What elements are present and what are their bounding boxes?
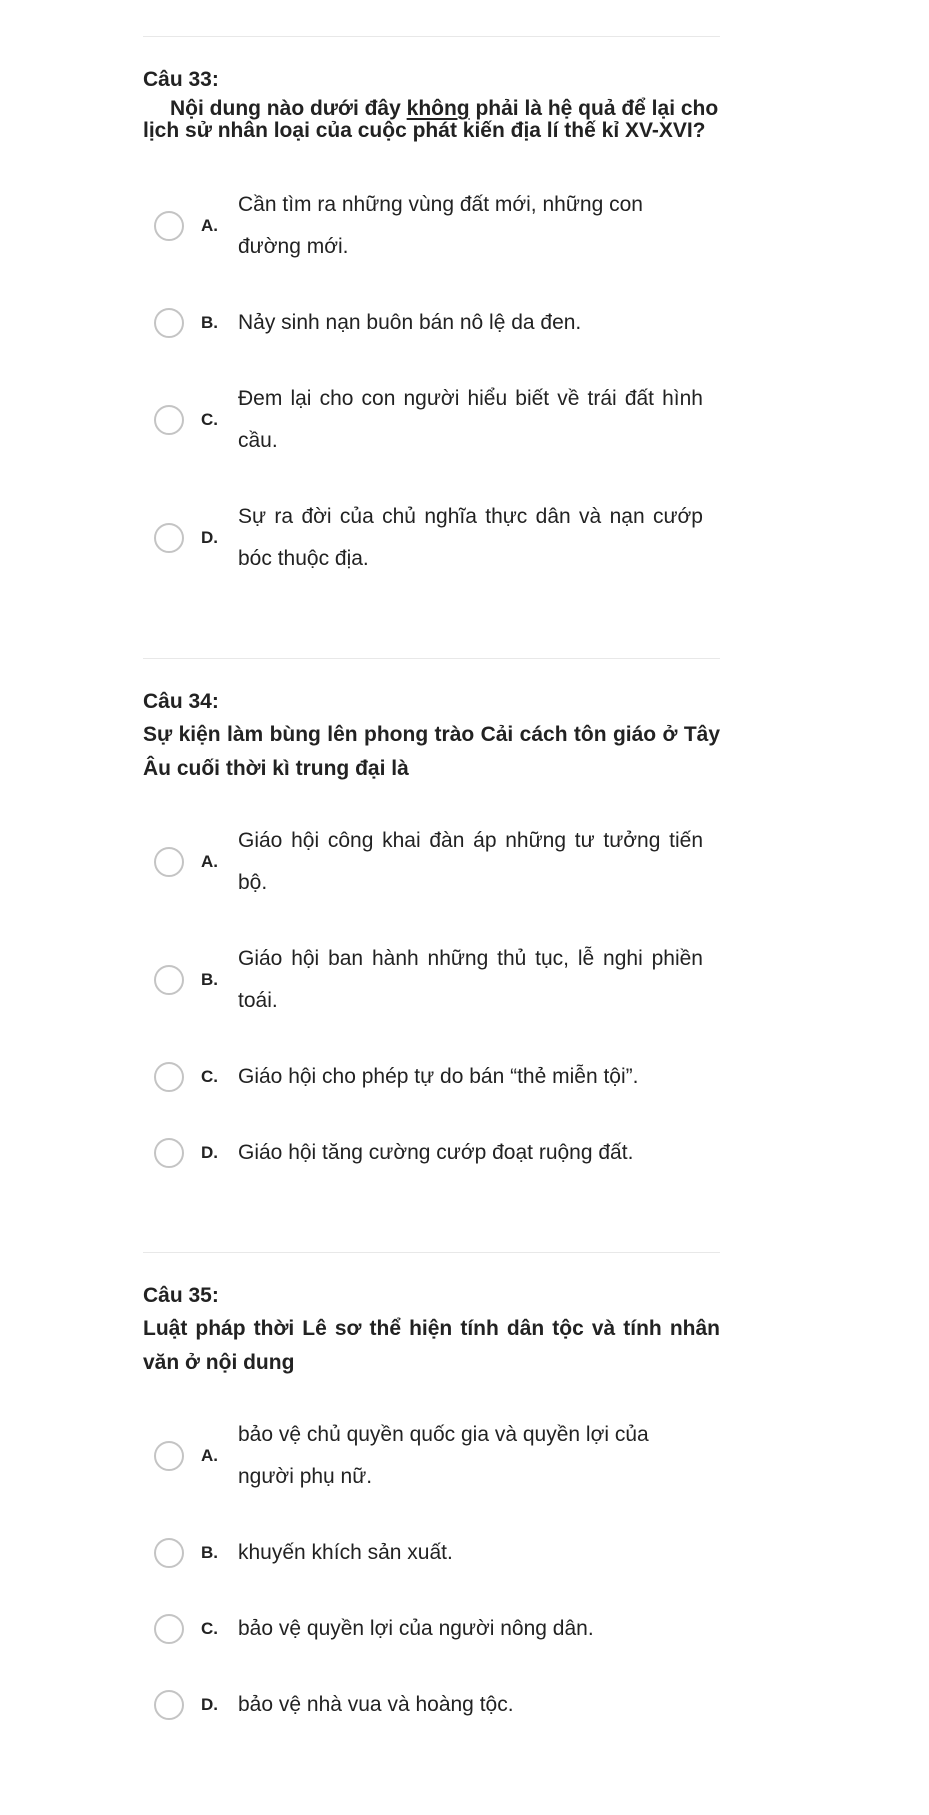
prompt-text: Nội dung nào dưới đây bbox=[170, 97, 407, 120]
option-text: bảo vệ nhà vua và hoàng tộc. bbox=[238, 1693, 514, 1716]
radio-button[interactable] bbox=[154, 1538, 184, 1568]
radio-button[interactable] bbox=[154, 1614, 184, 1644]
option-d[interactable] bbox=[143, 1684, 720, 1726]
radio-button[interactable] bbox=[154, 965, 184, 995]
question-title: Câu 33: bbox=[143, 68, 219, 91]
prompt-underlined-text: không bbox=[406, 97, 470, 120]
option-text: Đem lại cho con người hiểu biết về trái đất hình cầu. bbox=[238, 387, 703, 452]
option-letter: D. bbox=[201, 528, 218, 547]
radio-button[interactable] bbox=[154, 405, 184, 435]
option-letter: D. bbox=[201, 1695, 218, 1714]
question-prompt: Luật pháp thời Lê sơ thể hiện tính dân tộc và tính nhân văn ở nội dung bbox=[143, 1317, 720, 1374]
option-c[interactable] bbox=[143, 378, 720, 462]
option-letter: D. bbox=[201, 1143, 218, 1162]
option-a[interactable] bbox=[143, 820, 720, 904]
option-d[interactable] bbox=[143, 1132, 720, 1174]
option-text: bảo vệ quyền lợi của người nông dân. bbox=[238, 1617, 594, 1640]
option-c[interactable] bbox=[143, 1056, 720, 1098]
option-letter: A. bbox=[201, 216, 218, 235]
radio-button[interactable] bbox=[154, 523, 184, 553]
option-d[interactable] bbox=[143, 496, 720, 580]
radio-button[interactable] bbox=[154, 1441, 184, 1471]
radio-button[interactable] bbox=[154, 1690, 184, 1720]
question-title: Câu 34: bbox=[143, 690, 219, 713]
option-text: Giáo hội công khai đàn áp những tư tưởng tiến bộ. bbox=[238, 829, 703, 894]
question-prompt bbox=[143, 98, 720, 142]
option-text: bảo vệ chủ quyền quốc gia và quyền lợi của người phụ nữ. bbox=[238, 1423, 649, 1488]
option-text: Cần tìm ra những vùng đất mới, những con đường mới. bbox=[238, 193, 643, 258]
question-34 bbox=[143, 689, 720, 1174]
option-letter: B. bbox=[201, 1543, 218, 1562]
option-c[interactable] bbox=[143, 1608, 720, 1650]
option-text: Nảy sinh nạn buôn bán nô lệ da đen. bbox=[238, 311, 582, 334]
question-33 bbox=[143, 67, 720, 580]
radio-button[interactable] bbox=[154, 308, 184, 338]
option-b[interactable] bbox=[143, 1532, 720, 1574]
option-letter: B. bbox=[201, 970, 218, 989]
prompt-text: phải là hệ quả để lại cho lịch sử nhân loại của cuộc phát kiến địa lí thế kỉ XV-XVI? bbox=[143, 97, 719, 142]
option-a[interactable] bbox=[143, 184, 720, 268]
option-b[interactable] bbox=[143, 302, 720, 344]
option-text: Giáo hội ban hành những thủ tục, lễ nghi phiền toái. bbox=[238, 947, 703, 1012]
option-letter: C. bbox=[201, 1619, 218, 1638]
option-letter: C. bbox=[201, 1067, 218, 1086]
option-text: khuyến khích sản xuất. bbox=[238, 1541, 453, 1564]
option-letter: A. bbox=[201, 1446, 218, 1465]
option-letter: C. bbox=[201, 410, 218, 429]
option-text: Giáo hội cho phép tự do bán “thẻ miễn tội”. bbox=[238, 1065, 639, 1088]
option-letter: B. bbox=[201, 313, 218, 332]
question-divider bbox=[143, 658, 720, 659]
option-a[interactable] bbox=[143, 1414, 720, 1498]
option-text: Sự ra đời của chủ nghĩa thực dân và nạn cướp bóc thuộc địa. bbox=[238, 505, 703, 570]
quiz-container bbox=[143, 0, 720, 1726]
question-title: Câu 35: bbox=[143, 1284, 219, 1307]
option-text: Giáo hội tăng cường cướp đoạt ruộng đất. bbox=[238, 1141, 634, 1164]
question-divider bbox=[143, 1252, 720, 1253]
option-b[interactable] bbox=[143, 938, 720, 1022]
radio-button[interactable] bbox=[154, 847, 184, 877]
option-letter: A. bbox=[201, 852, 218, 871]
radio-button[interactable] bbox=[154, 1062, 184, 1092]
question-divider bbox=[143, 36, 720, 37]
radio-button[interactable] bbox=[154, 1138, 184, 1168]
question-prompt: Sự kiện làm bùng lên phong trào Cải cách tôn giáo ở Tây Âu cuối thời kì trung đại là bbox=[143, 723, 720, 780]
radio-button[interactable] bbox=[154, 211, 184, 241]
question-35 bbox=[143, 1283, 720, 1726]
